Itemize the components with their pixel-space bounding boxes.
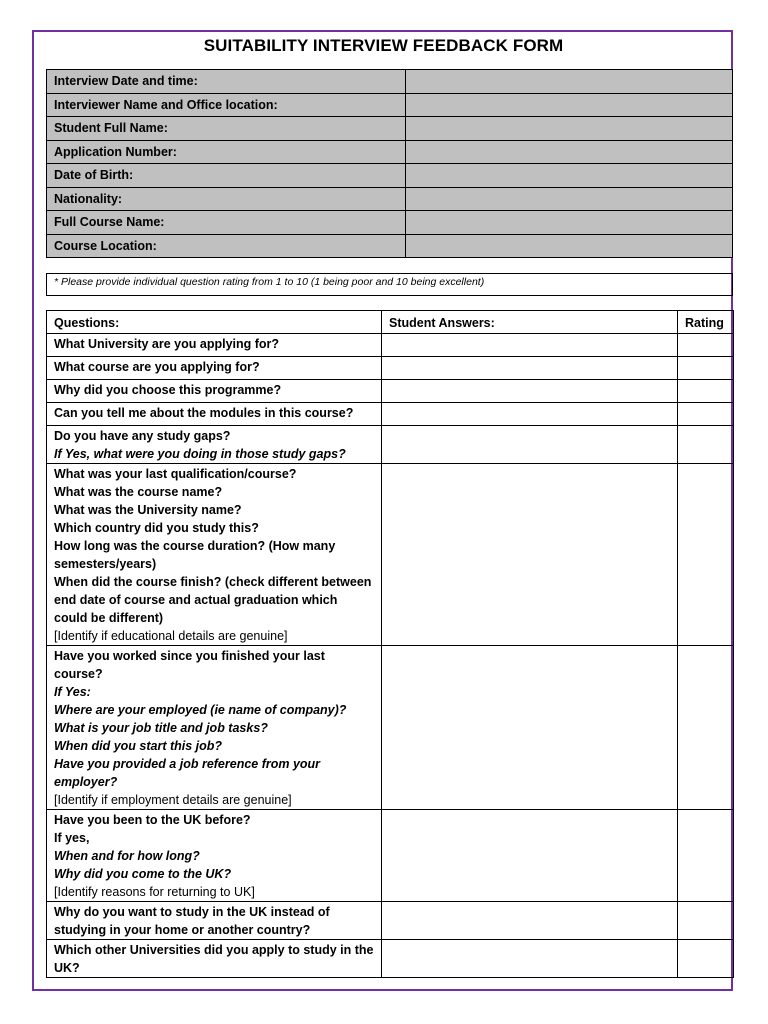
question-text-line: What course are you applying for? xyxy=(54,360,260,374)
question-text-line: Why did you come to the UK? xyxy=(54,867,232,881)
detail-value-field[interactable] xyxy=(406,70,733,94)
detail-value-field[interactable] xyxy=(406,164,733,188)
rating-instructions: * Please provide individual question rating from 1 to 10 (1 being poor and 10 being excellent) xyxy=(46,273,733,296)
question-text-line: [Identify reasons for returning to UK] xyxy=(54,885,255,899)
question-cell xyxy=(47,403,382,426)
answer-cell[interactable] xyxy=(382,403,678,426)
detail-row xyxy=(47,70,733,94)
question-row xyxy=(47,646,734,810)
detail-row xyxy=(47,93,733,117)
question-text-line: What was your last qualification/course? xyxy=(54,467,297,481)
applicant-details-table xyxy=(46,69,733,258)
question-cell xyxy=(47,646,382,810)
detail-value-field[interactable] xyxy=(406,211,733,235)
rating-column-header: Rating xyxy=(678,311,734,334)
answer-cell[interactable] xyxy=(382,334,678,357)
detail-label: Nationality: xyxy=(47,187,406,211)
detail-label: Full Course Name: xyxy=(47,211,406,235)
rating-cell[interactable] xyxy=(678,380,734,403)
detail-row xyxy=(47,164,733,188)
question-text-line: What University are you applying for? xyxy=(54,337,280,351)
question-text-line: Have you provided a job reference from your employer? xyxy=(54,757,321,789)
question-text-line: [Identify if employment details are genuine] xyxy=(54,793,292,807)
answer-cell[interactable] xyxy=(382,810,678,902)
detail-value-field[interactable] xyxy=(406,140,733,164)
detail-value-field[interactable] xyxy=(406,187,733,211)
question-text-line: Why did you choose this programme? xyxy=(54,383,282,397)
question-cell xyxy=(47,810,382,902)
answer-cell[interactable] xyxy=(382,464,678,646)
question-text-line: What is your job title and job tasks? xyxy=(54,721,268,735)
question-cell xyxy=(47,426,382,464)
detail-value-field[interactable] xyxy=(406,117,733,141)
rating-cell[interactable] xyxy=(678,464,734,646)
rating-cell[interactable] xyxy=(678,403,734,426)
question-row xyxy=(47,940,734,978)
detail-row xyxy=(47,117,733,141)
form-title: SUITABILITY INTERVIEW FEEDBACK FORM xyxy=(203,36,564,55)
answers-column-header: Student Answers: xyxy=(382,311,678,334)
question-row xyxy=(47,380,734,403)
question-text-line: Which country did you study this? xyxy=(54,521,259,535)
questions-column-header: Questions: xyxy=(47,311,382,334)
question-row xyxy=(47,810,734,902)
question-text-line: When and for how long? xyxy=(54,849,200,863)
detail-label: Course Location: xyxy=(47,234,406,258)
question-row xyxy=(47,426,734,464)
question-text-line: Can you tell me about the modules in this course? xyxy=(54,406,354,420)
answer-cell[interactable] xyxy=(382,646,678,810)
question-cell xyxy=(47,380,382,403)
detail-row xyxy=(47,140,733,164)
question-text-line: [Identify if educational details are genuine] xyxy=(54,629,288,643)
question-row xyxy=(47,403,734,426)
question-text-line: If Yes: xyxy=(54,685,91,699)
rating-cell[interactable] xyxy=(678,357,734,380)
question-cell xyxy=(47,940,382,978)
detail-row xyxy=(47,211,733,235)
question-cell xyxy=(47,334,382,357)
interview-questions-table xyxy=(46,310,734,978)
detail-label: Interview Date and time: xyxy=(47,70,406,94)
rating-cell[interactable] xyxy=(678,940,734,978)
detail-label: Date of Birth: xyxy=(47,164,406,188)
answer-cell[interactable] xyxy=(382,426,678,464)
question-cell xyxy=(47,357,382,380)
question-row xyxy=(47,334,734,357)
questions-header-row xyxy=(47,311,734,334)
detail-label: Student Full Name: xyxy=(47,117,406,141)
question-cell xyxy=(47,464,382,646)
question-row xyxy=(47,902,734,940)
question-text-line: If Yes, what were you doing in those study gaps? xyxy=(54,447,346,461)
answer-cell[interactable] xyxy=(382,380,678,403)
question-text-line: When did you start this job? xyxy=(54,739,223,753)
question-row xyxy=(47,464,734,646)
detail-label: Interviewer Name and Office location: xyxy=(47,93,406,117)
question-text-line: Have you been to the UK before? xyxy=(54,813,251,827)
detail-value-field[interactable] xyxy=(406,93,733,117)
question-text-line: How long was the course duration? (How many semesters/years) xyxy=(54,539,336,571)
rating-cell[interactable] xyxy=(678,426,734,464)
question-text-line: Have you worked since you finished your last course? xyxy=(54,649,325,681)
question-text-line: Why do you want to study in the UK instead of studying in your home or another country? xyxy=(54,905,330,937)
question-text-line: What was the University name? xyxy=(54,503,242,517)
detail-value-field[interactable] xyxy=(406,234,733,258)
question-row xyxy=(47,357,734,380)
question-text-line: Which other Universities did you apply to study in the UK? xyxy=(54,943,374,975)
question-text-line: If yes, xyxy=(54,831,90,845)
detail-row xyxy=(47,187,733,211)
rating-cell[interactable] xyxy=(678,810,734,902)
answer-cell[interactable] xyxy=(382,940,678,978)
question-text-line: When did the course finish? (check different between end date of course and actual graduation which could be different) xyxy=(54,575,372,625)
detail-row xyxy=(47,234,733,258)
rating-cell[interactable] xyxy=(678,334,734,357)
question-text-line: Where are your employed (ie name of company)? xyxy=(54,703,347,717)
answer-cell[interactable] xyxy=(382,357,678,380)
question-text-line: Do you have any study gaps? xyxy=(54,429,231,443)
rating-cell[interactable] xyxy=(678,646,734,810)
question-cell xyxy=(47,902,382,940)
detail-label: Application Number: xyxy=(47,140,406,164)
answer-cell[interactable] xyxy=(382,902,678,940)
question-text-line: What was the course name? xyxy=(54,485,223,499)
rating-cell[interactable] xyxy=(678,902,734,940)
